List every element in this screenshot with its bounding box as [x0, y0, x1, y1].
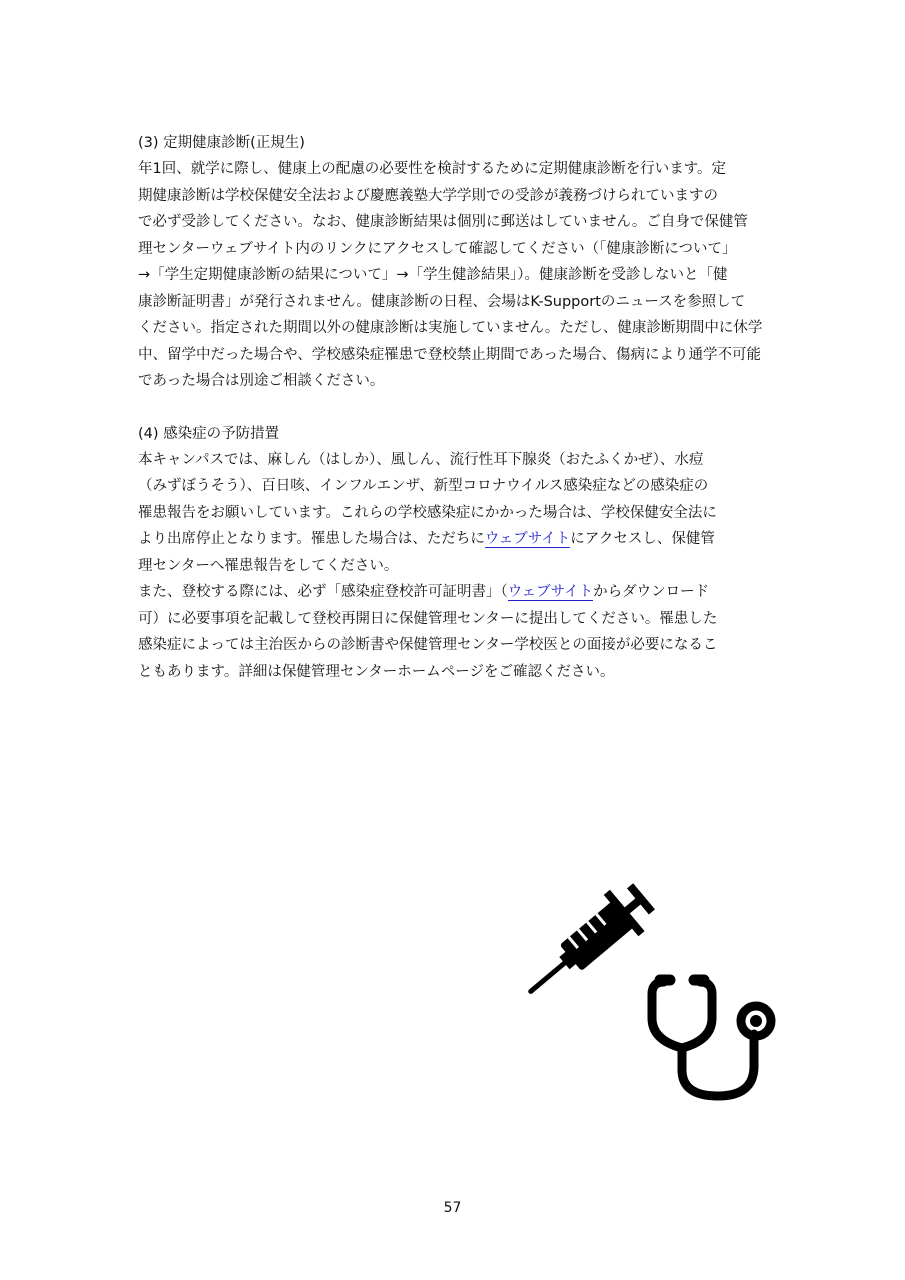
section-4-p1-text-b: にアクセスし、保健管 理センターへ罹患報告をしてください。: [138, 531, 715, 574]
section-4-paragraph-2: [138, 579, 788, 685]
document-body: [138, 130, 788, 685]
website-link-1[interactable]: ウェブサイト: [484, 531, 571, 547]
section-3-heading: (3) 定期健康診断(正規生): [138, 135, 305, 151]
section-4-p2-text-b: からダウンロード 可）に必要事項を記載して登校再開日に保健管理センターに提出してください。罹患した 感染症によっては主治医からの診断書や保健管理センター学校医との面接が必要になるこ ともあります。詳細は保健管理センターホームページをご確認ください。: [138, 584, 718, 680]
section-3-body: 年1回、就学に際し、健康上の配慮の必要性を検討するために定期健康診断を行います。定 期健康診断は学校保健安全法および慶應義塾大学学則での受診が義務づけられていますの で必ず受診してください。なお、健康診断結果は個別に郵送はしていません。ご自身で保健管 理センターウェブサイト内のリンクにアクセスして確認してください（「健康診断について」 →「学生定期健康診断の結果について」→「学生健診結果」）。健康診断を受診しないと「健 康診断証明書」が発行されません。健康診断の日程、会場はK-Supportのニュースを参照して ください。指定された期間以外の健康診断は実施していません。ただし、健康診断期間中に休学 中、留学中だった場合や、学校感染症罹患で登校禁止期間であった場合、傷病により通学不可能 であった場合は別途ご相談ください。: [138, 161, 763, 389]
section-4-p2-text-a: また、登校する際には、必ず「感染症登校許可証明書」（: [138, 584, 508, 600]
section-4-paragraph-1: [138, 447, 788, 580]
stethoscope-icon: [640, 968, 785, 1108]
section-4-p1-text-a: 本キャンパスでは、麻しん（はしか）、風しん、流行性耳下腺炎（おたふくかぜ）、水痘 （みずぼうそう）、百日咳、インフルエンザ、新型コロナウイルス感染症などの感染症の 罹患報告をお願いしています。これらの学校感染症にかかった場合は、学校保健安全法に より出席停止となります。罹患した場合は、ただちに: [138, 451, 717, 547]
website-link-2[interactable]: ウェブサイト: [507, 584, 594, 600]
section-gap: [138, 395, 788, 421]
page-number: 57: [443, 1200, 462, 1216]
section-4-heading: (4) 感染症の予防措置: [138, 425, 280, 442]
